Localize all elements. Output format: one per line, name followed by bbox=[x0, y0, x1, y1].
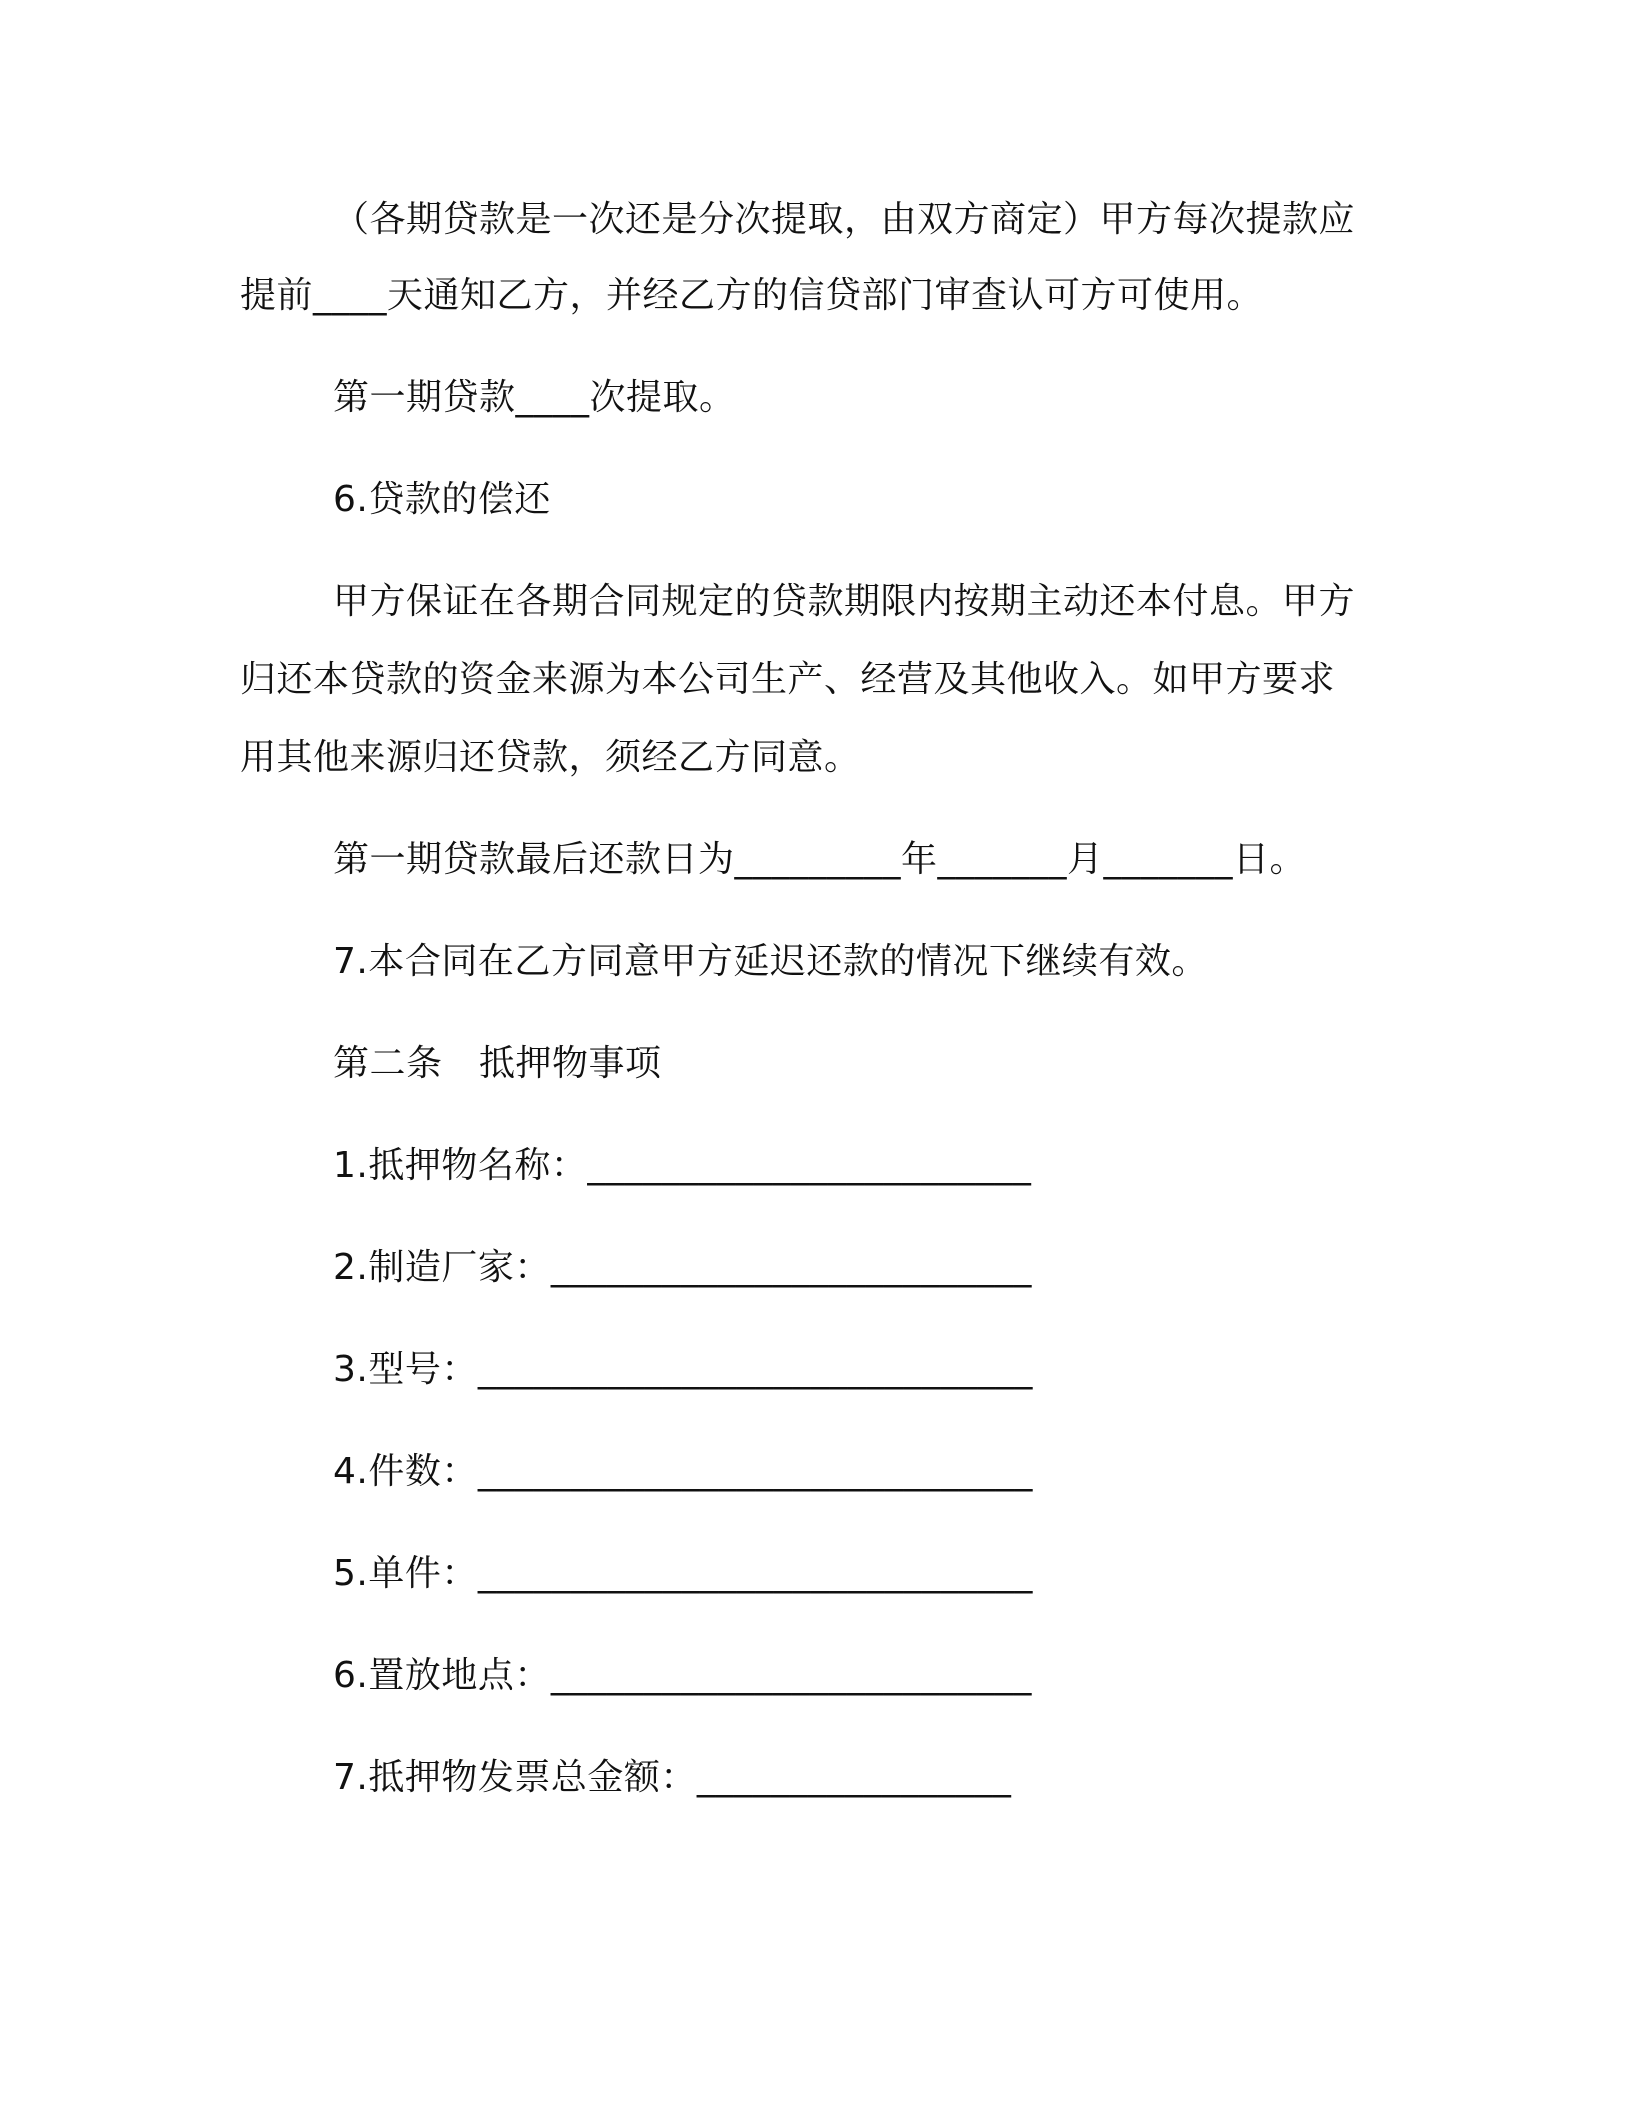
first-draw-paragraph: 第一期贷款____次提取。 bbox=[333, 377, 736, 418]
unit-field: 5.单件：______________________________ bbox=[333, 1553, 1033, 1594]
location-field: 6.置放地点：__________________________ bbox=[333, 1655, 1032, 1696]
model-field: 3.型号：______________________________ bbox=[333, 1349, 1033, 1390]
article-two-title: 第二条 抵押物事项 bbox=[333, 1043, 662, 1084]
draw-intro-line-1: （各期贷款是一次还是分次提取，由双方商定）甲方每次提款应 bbox=[333, 199, 1356, 240]
repayment-line-1: 甲方保证在各期合同规定的贷款期限内按期主动还本付息。甲方 bbox=[333, 581, 1356, 622]
repayment-line-2: 归还本贷款的资金来源为本公司生产、经营及其他收入。如甲方要求 bbox=[240, 659, 1336, 700]
repayment-line-3: 用其他来源归还贷款，须经乙方同意。 bbox=[240, 737, 861, 778]
contract-validity-paragraph: 7.本合同在乙方同意甲方延迟还款的情况下继续有效。 bbox=[333, 941, 1208, 982]
invoice-total-field: 7.抵押物发票总金额：_________________ bbox=[333, 1757, 1012, 1798]
quantity-field: 4.件数：______________________________ bbox=[333, 1451, 1033, 1492]
last-repayment-date-paragraph: 第一期贷款最后还款日为_________年_______月_______日。 bbox=[333, 839, 1307, 880]
collateral-name-field: 1.抵押物名称：________________________ bbox=[333, 1145, 1032, 1186]
draw-intro-line-2: 提前____天通知乙方，并经乙方的信贷部门审查认可方可使用。 bbox=[240, 275, 1264, 316]
repayment-heading: 6.贷款的偿还 bbox=[333, 479, 551, 520]
manufacturer-field: 2.制造厂家：__________________________ bbox=[333, 1247, 1032, 1288]
